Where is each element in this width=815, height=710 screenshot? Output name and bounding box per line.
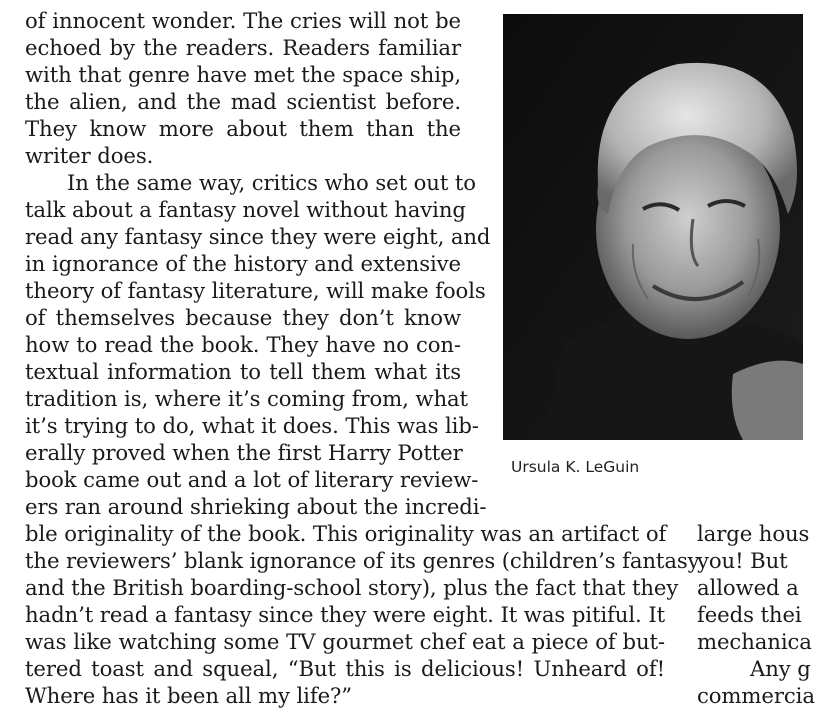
- text-line: and the British boarding-school story), plus the fact that they: [25, 575, 679, 600]
- text-line: hadn’t read a fantasy since they were eight. It was pitiful. It: [25, 602, 665, 627]
- text-line: Any g: [750, 656, 811, 681]
- text-line: large hous: [697, 521, 810, 546]
- text-line: book came out and a lot of literary review-: [25, 467, 479, 492]
- text-line: tradition is, where it’s coming from, what: [25, 386, 468, 411]
- text-line: allowed a: [697, 575, 799, 600]
- text-line: ers ran around shrieking about the incredi-: [25, 494, 487, 519]
- text-line: the reviewers’ blank ignorance of its genres (children’s fantasy: [25, 548, 700, 573]
- text-line: feeds thei: [697, 602, 802, 627]
- text-line: In the same way, critics who set out to: [67, 170, 476, 195]
- text-line: ble originality of the book. This originality was an artifact of: [25, 521, 667, 546]
- text-line: talk about a fantasy novel without having: [25, 197, 466, 222]
- text-line: read any fantasy since they were eight, and: [25, 224, 491, 249]
- text-line: with that genre have met the space ship,: [25, 62, 461, 87]
- text-line: theory of fantasy literature, will make fools: [25, 278, 486, 303]
- text-line: how to read the book. They have no con-: [25, 332, 461, 357]
- text-line: of innocent wonder. The cries will not be: [25, 8, 461, 33]
- text-line: in ignorance of the history and extensive: [25, 251, 461, 276]
- text-line: writer does.: [25, 143, 154, 168]
- text-line: of themselves because they don’t know: [25, 305, 461, 330]
- text-line: the alien, and the mad scientist before.: [25, 89, 461, 114]
- text-line: erally proved when the first Harry Potter: [25, 440, 463, 465]
- text-line: echoed by the readers. Readers familiar: [25, 35, 461, 60]
- text-line: mechanica: [697, 629, 812, 654]
- text-line: tered toast and squeal, “But this is delicious! Unheard of!: [25, 656, 665, 681]
- author-photo: [503, 14, 803, 440]
- text-line: commercia: [697, 683, 815, 708]
- text-line: Where has it been all my life?”: [25, 683, 353, 708]
- text-line: textual information to tell them what its: [25, 359, 461, 384]
- text-line: was like watching some TV gourmet chef eat a piece of but-: [25, 629, 665, 654]
- photo-caption: Ursula K. LeGuin: [511, 458, 640, 476]
- text-line: They know more about them than the: [25, 116, 461, 141]
- text-line: it’s trying to do, what it does. This was lib-: [25, 413, 479, 438]
- text-line: you! But: [697, 548, 788, 573]
